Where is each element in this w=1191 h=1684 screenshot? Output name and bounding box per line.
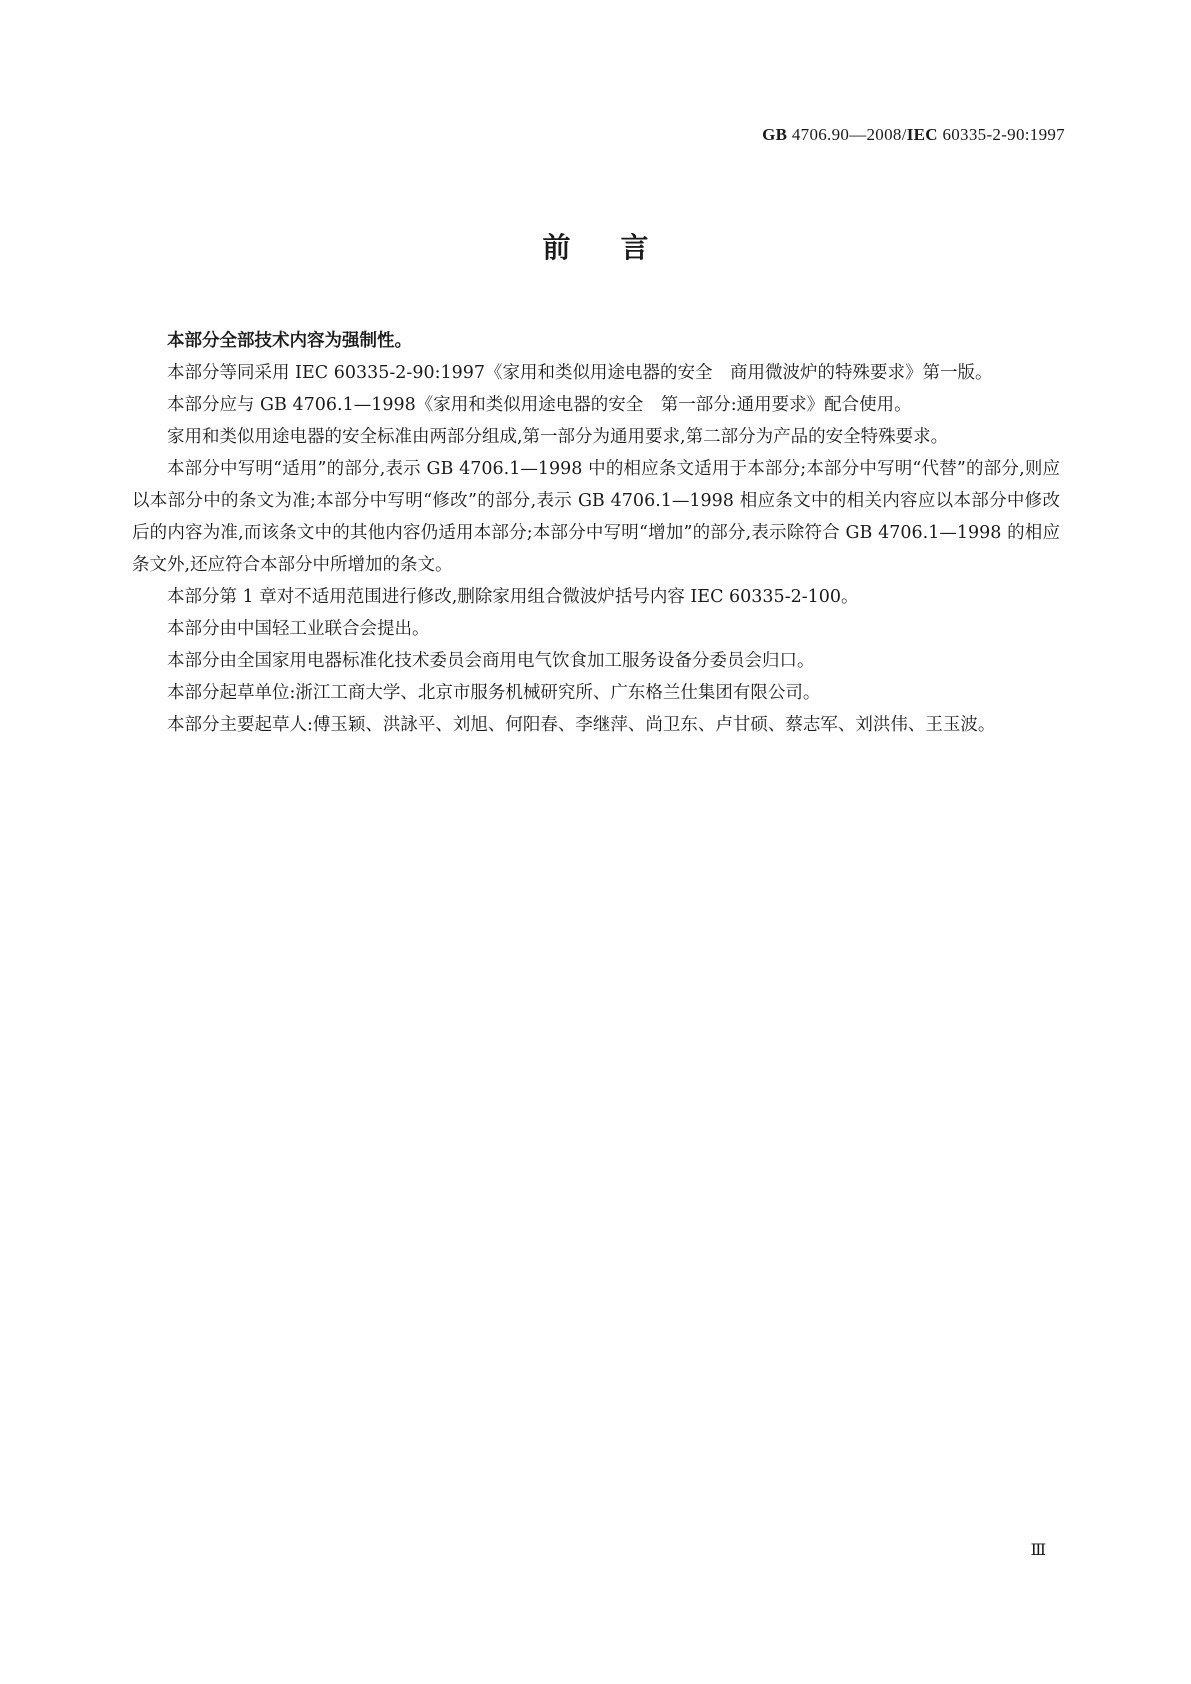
standard-number-header	[762, 125, 1065, 145]
paragraph-conventions: 本部分中写明“适用”的部分,表示 GB 4706.1—1998 中的相应条文适用于本部分;本部分中写明“代替”的部分,则应以本部分中的条文为准;本部分中写明“修改”的部分,表示 GB 4706.1—1998 相应条文中的相关内容应以本部分中修改后的内容为准,而该条文中的其他内容仍适用本部分;本部分中写明“增加”的部分,表示除符合 GB 4706.1—1998 的相应条文外,还应符合本部分中所增加的条文。	[132, 459, 1060, 575]
gb-number: 4706.90—2008/	[787, 125, 907, 144]
gb-prefix: GB	[762, 125, 788, 144]
foreword-body	[132, 325, 1060, 741]
paragraph-drafters: 本部分主要起草人:傅玉颖、洪詠平、刘旭、何阳春、李继萍、尚卫东、卢甘硕、蔡志军、刘洪伟、王玉波。	[167, 715, 996, 735]
page-number: Ⅲ	[1030, 1542, 1046, 1559]
paragraph-scope-change: 本部分第 1 章对不适用范围进行修改,删除家用组合微波炉括号内容 IEC 60335-2-100。	[167, 587, 859, 607]
paragraph-composition: 家用和类似用途电器的安全标准由两部分组成,第一部分为通用要求,第二部分为产品的安全特殊要求。	[167, 427, 949, 447]
paragraph-proposer: 本部分由中国轻工业联合会提出。	[167, 619, 430, 639]
page-title: 前言	[542, 231, 699, 264]
paragraph-mandatory: 本部分全部技术内容为强制性。	[167, 331, 412, 351]
iec-prefix: IEC	[906, 125, 938, 144]
paragraph-drafting-units: 本部分起草单位:浙江工商大学、北京市服务机械研究所、广东格兰仕集团有限公司。	[167, 683, 821, 703]
paragraph-adoption: 本部分等同采用 IEC 60335-2-90:1997《家用和类似用途电器的安全 商用微波炉的特殊要求》第一版。	[167, 363, 993, 383]
paragraph-usage: 本部分应与 GB 4706.1—1998《家用和类似用途电器的安全 第一部分:通用要求》配合使用。	[167, 395, 912, 415]
paragraph-committee: 本部分由全国家用电器标准化技术委员会商用电气饮食加工服务设备分委员会归口。	[167, 651, 815, 671]
iec-number: 60335-2-90:1997	[937, 125, 1065, 144]
